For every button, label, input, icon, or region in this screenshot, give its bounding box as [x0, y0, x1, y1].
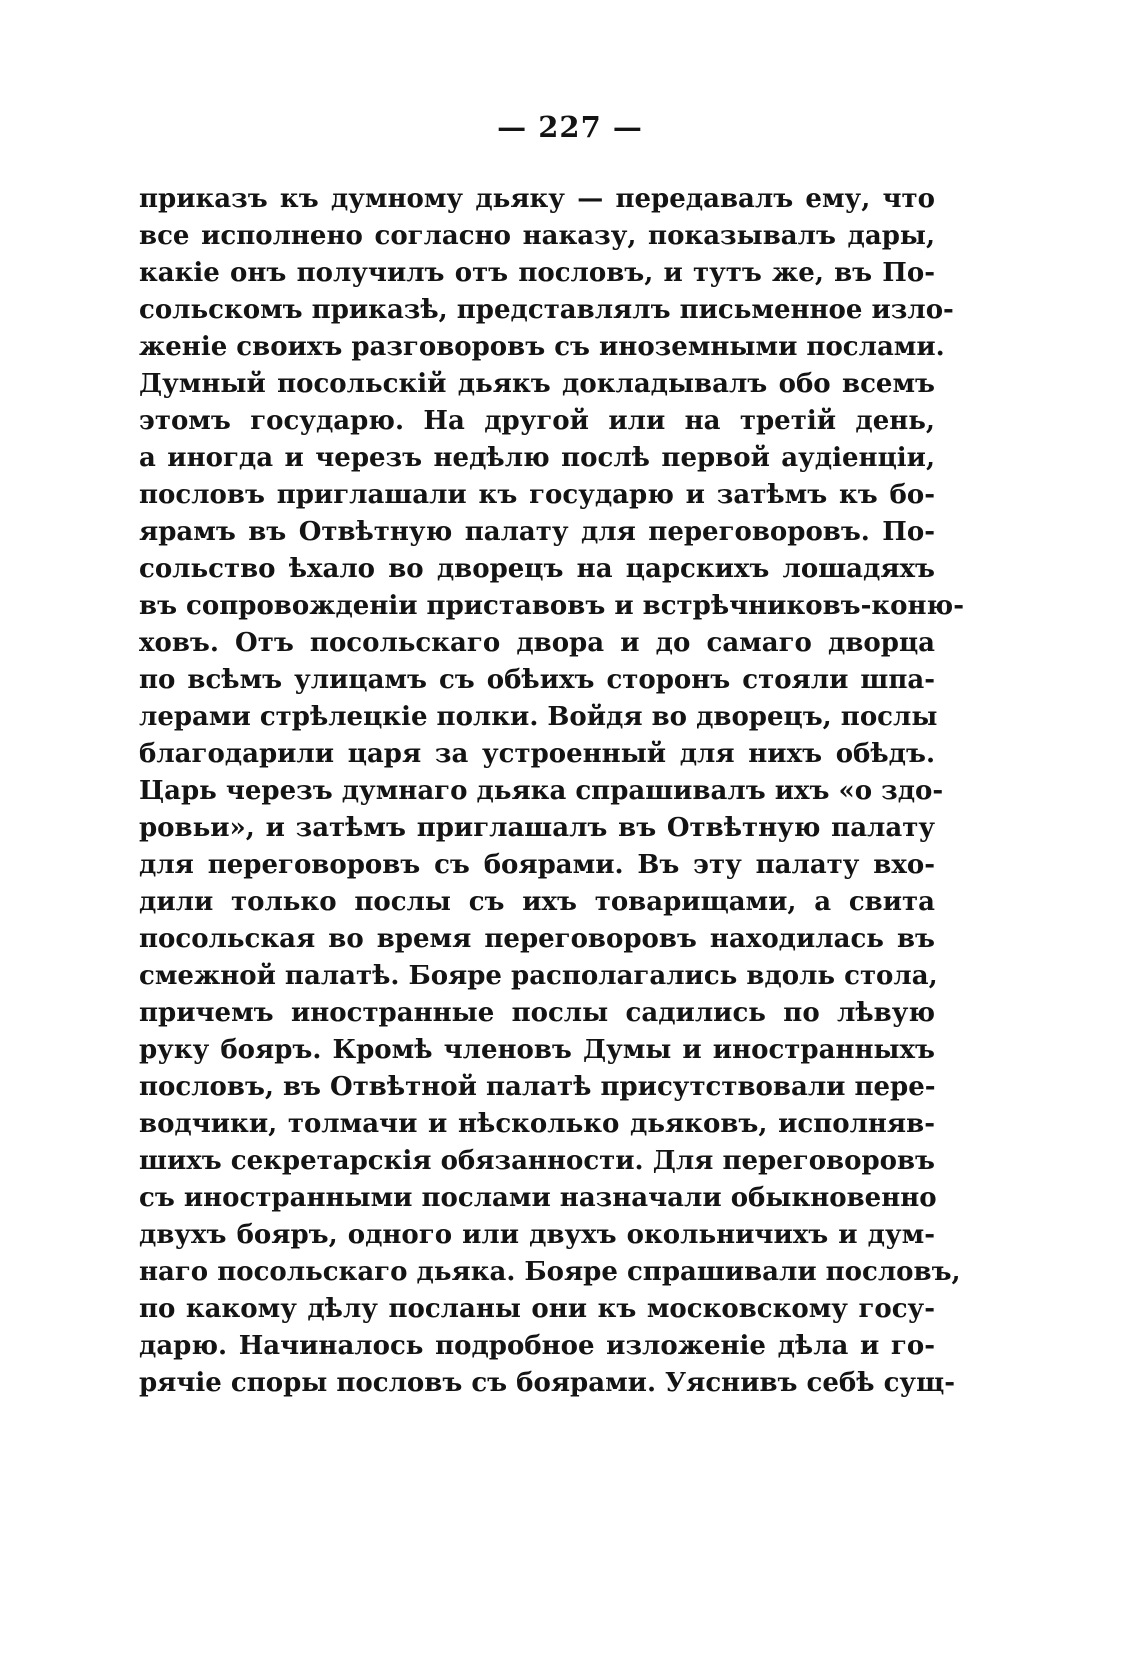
text-line: пословъ приглашали къ государю и затѣмъ къ бо- [139, 480, 935, 510]
text-line: посольская во время переговоровъ находилась въ [139, 924, 935, 954]
text-line: для переговоровъ съ боярами. Въ эту палату вхо- [139, 850, 935, 880]
text-line: по какому дѣлу посланы они къ московскому госу- [139, 1294, 935, 1324]
text-line: по всѣмъ улицамъ съ обѣихъ сторонъ стояли шпа- [139, 665, 935, 695]
text-line: а иногда и черезъ недѣлю послѣ первой аудіенціи, [139, 443, 935, 473]
text-line: лерами стрѣлецкіе полки. Войдя во дворецъ, послы [139, 702, 938, 732]
text-line: этомъ государю. На другой или на третій день, [139, 406, 935, 436]
text-line: рячіе споры пословъ съ боярами. Уяснивъ себѣ сущ- [139, 1368, 956, 1398]
text-line: ховъ. Отъ посольскаго двора и до самаго дворца [139, 628, 935, 658]
text-line: благодарили царя за устроенный для нихъ обѣдъ. [139, 739, 935, 769]
text-line: сольскомъ приказѣ, представлялъ письменное изло- [139, 295, 954, 325]
text-line: двухъ бояръ, одного или двухъ окольничихъ и дум- [139, 1220, 935, 1250]
text-line: водчики, толмачи и нѣсколько дьяковъ, исполняв- [139, 1109, 935, 1139]
text-line: наго посольскаго дьяка. Бояре спрашивали пословъ, [139, 1257, 961, 1287]
text-line: причемъ иностранные послы садились по лѣвую [139, 998, 935, 1028]
text-line: женіе своихъ разговоровъ съ иноземными послами. [139, 332, 945, 362]
text-line: руку бояръ. Кромѣ членовъ Думы и иностранныхъ [139, 1035, 935, 1065]
text-line: все исполнено согласно наказу, показывалъ дары, [139, 221, 935, 251]
text-line: ярамъ въ Отвѣтную палату для переговоровъ. По- [139, 517, 935, 547]
text-line: смежной палатѣ. Бояре располагались вдоль стола, [139, 961, 938, 991]
text-line: шихъ секретарскія обязанности. Для переговоровъ [139, 1146, 935, 1176]
text-line: сольство ѣхало во дворецъ на царскихъ лошадяхъ [139, 554, 935, 584]
text-line: дарю. Начиналось подробное изложеніе дѣла и го- [139, 1331, 935, 1361]
text-line: Думный посольскій дьякъ докладывалъ обо всемъ [139, 369, 935, 399]
page-number: — 227 — [497, 110, 643, 144]
text-line: съ иностранными послами назначали обыкновенно [139, 1183, 937, 1213]
text-line: пословъ, въ Отвѣтной палатѣ присутствовали пере- [139, 1072, 936, 1102]
text-line: въ сопровожденіи приставовъ и встрѣчниковъ-коню- [139, 591, 964, 621]
text-line: Царь черезъ думнаго дьяка спрашивалъ ихъ «о здо- [139, 776, 944, 806]
text-line: ровьи», и затѣмъ приглашалъ въ Отвѣтную палату [139, 813, 935, 843]
text-line: какіе онъ получилъ отъ пословъ, и тутъ же, въ По- [139, 258, 935, 288]
text-line: дили только послы съ ихъ товарищами, а свита [139, 887, 935, 917]
text-line: приказъ къ думному дьяку — передавалъ ему, что [139, 184, 935, 214]
